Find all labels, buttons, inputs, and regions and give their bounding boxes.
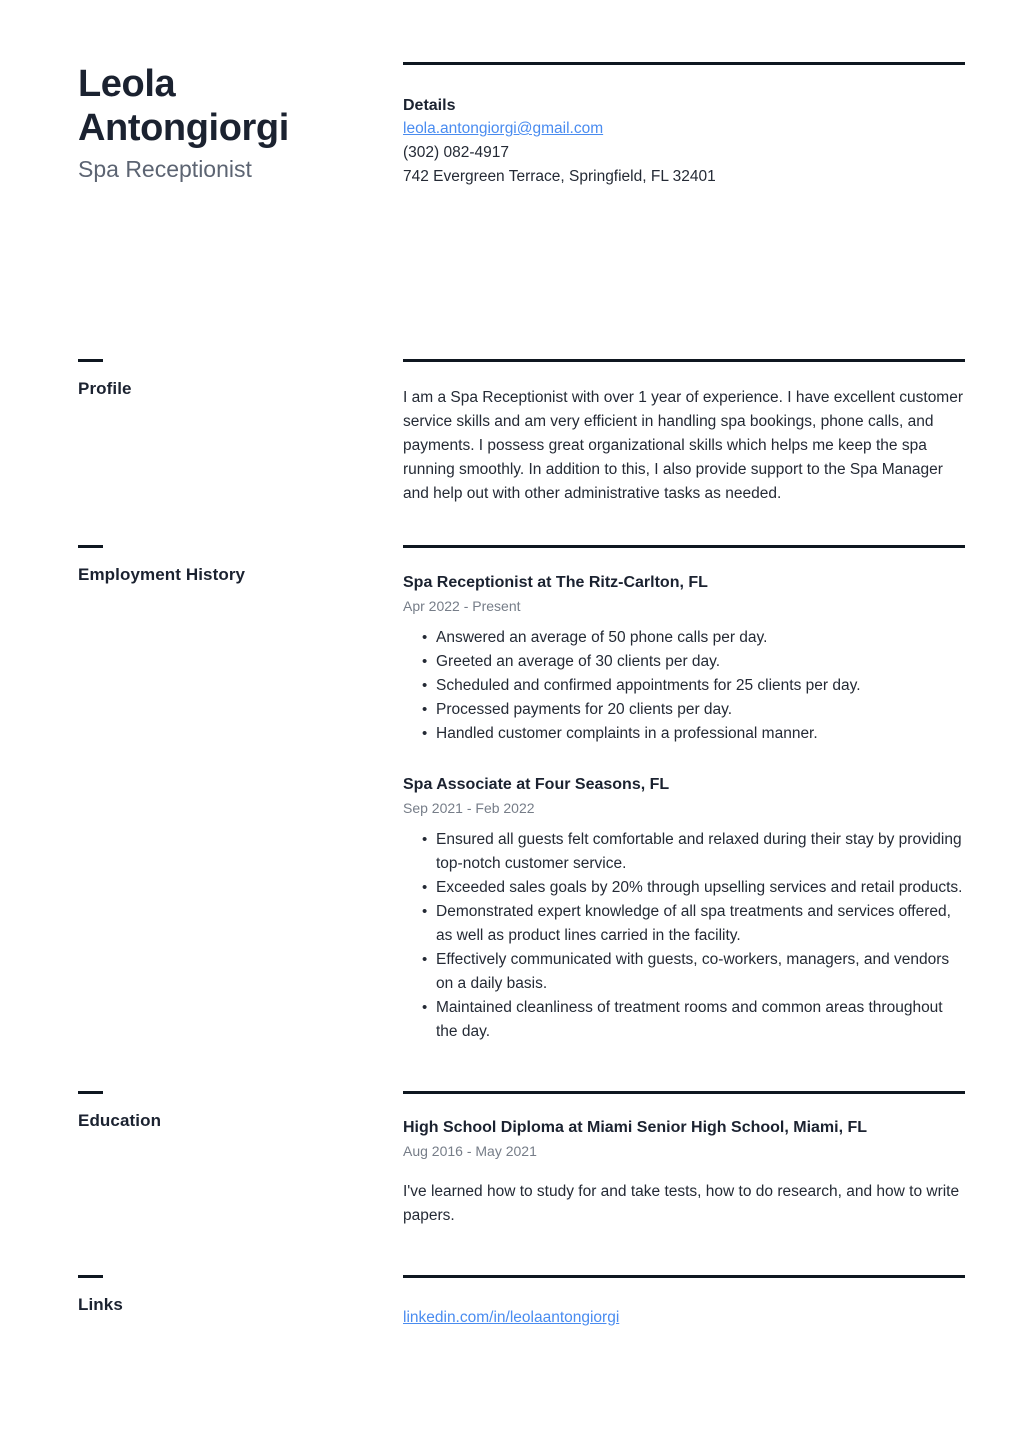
education-description-0: I've learned how to study for and take tests, how to do research, and how to write papers. (403, 1183, 960, 1224)
linkedin-link[interactable]: linkedin.com/in/leolaantongiorgi (403, 1309, 620, 1326)
list-item: • Scheduled and confirmed appointments for 25 clients per day. (436, 674, 965, 698)
details-divider (403, 62, 965, 65)
first-name: Leola (78, 63, 176, 105)
phone-text: (302) 082-4917 (403, 144, 509, 161)
header-identity (78, 62, 403, 184)
job-title: Spa Receptionist (78, 156, 252, 182)
last-name: Antongiorgi (78, 107, 289, 149)
job-dates-1: Sep 2021 - Feb 2022 (403, 800, 535, 816)
links-heading: Links (78, 1295, 123, 1314)
links-label-column (78, 1275, 403, 1316)
profile-section (78, 359, 965, 506)
profile-label-column (78, 359, 403, 400)
list-item: • Handled customer complaints in a professional manner. (436, 722, 965, 746)
details-section (403, 62, 965, 189)
resume-document (78, 62, 965, 1330)
education-content (403, 1091, 965, 1228)
dash-icon (78, 545, 103, 548)
list-item: • Maintained cleanliness of treatment rooms and common areas throughout the day. (436, 996, 965, 1044)
links-section (78, 1275, 965, 1330)
dash-icon (78, 1275, 103, 1278)
employment-heading: Employment History (78, 565, 246, 584)
employment-section (78, 545, 965, 1044)
employment-content (403, 545, 965, 1044)
education-heading: Education (78, 1111, 162, 1130)
list-item: • Demonstrated expert knowledge of all spa treatments and services offered, as well as product lines carried in the facility. (436, 900, 965, 948)
list-item: • Processed payments for 20 clients per day. (436, 698, 965, 722)
list-item: • Exceeded sales goals by 20% through upselling services and retail products. (436, 876, 965, 900)
profile-heading: Profile (78, 379, 132, 398)
job-title-0: Spa Receptionist at The Ritz-Carlton, FL (403, 574, 708, 591)
education-entry (403, 1117, 965, 1228)
details-heading: Details (403, 97, 456, 114)
list-item: • Effectively communicated with guests, co-workers, managers, and vendors on a daily basis. (436, 948, 965, 996)
education-dates-0: Aug 2016 - May 2021 (403, 1143, 537, 1159)
job-dates-0: Apr 2022 - Present (403, 598, 521, 614)
list-item: • Answered an average of 50 phone calls per day. (436, 626, 965, 650)
education-title-0: High School Diploma at Miami Senior High School, Miami, FL (403, 1119, 868, 1136)
list-item: • Greeted an average of 30 clients per day. (436, 650, 965, 674)
employment-entry (403, 572, 965, 746)
employment-label-column (78, 545, 403, 586)
links-content (403, 1275, 965, 1330)
job-title-1: Spa Associate at Four Seasons, FL (403, 776, 670, 793)
education-label-column (78, 1091, 403, 1132)
education-section (78, 1091, 965, 1228)
dash-icon (78, 359, 103, 362)
page-title (78, 62, 387, 150)
email-link[interactable]: leola.antongiorgi@gmail.com (403, 120, 604, 137)
job-bullets-1 (403, 828, 965, 1044)
profile-text: I am a Spa Receptionist with over 1 year of experience. I have excellent customer service skills and am very efficient in handling spa bookings, phone calls, and payments. I possess great organizational skills which helps me keep the spa running smoothly. In addition to this, I also provide support to the Spa Manager and help out with other administrative tasks as needed. (403, 389, 964, 502)
dash-icon (78, 1091, 103, 1094)
employment-entry (403, 774, 965, 1044)
list-item: • Ensured all guests felt comfortable and relaxed during their stay by providing top-notch customer service. (436, 828, 965, 876)
job-bullets-0 (403, 626, 965, 746)
address-text: 742 Evergreen Terrace, Springfield, FL 32401 (403, 168, 716, 185)
profile-content (403, 359, 965, 506)
header-section (78, 62, 965, 189)
